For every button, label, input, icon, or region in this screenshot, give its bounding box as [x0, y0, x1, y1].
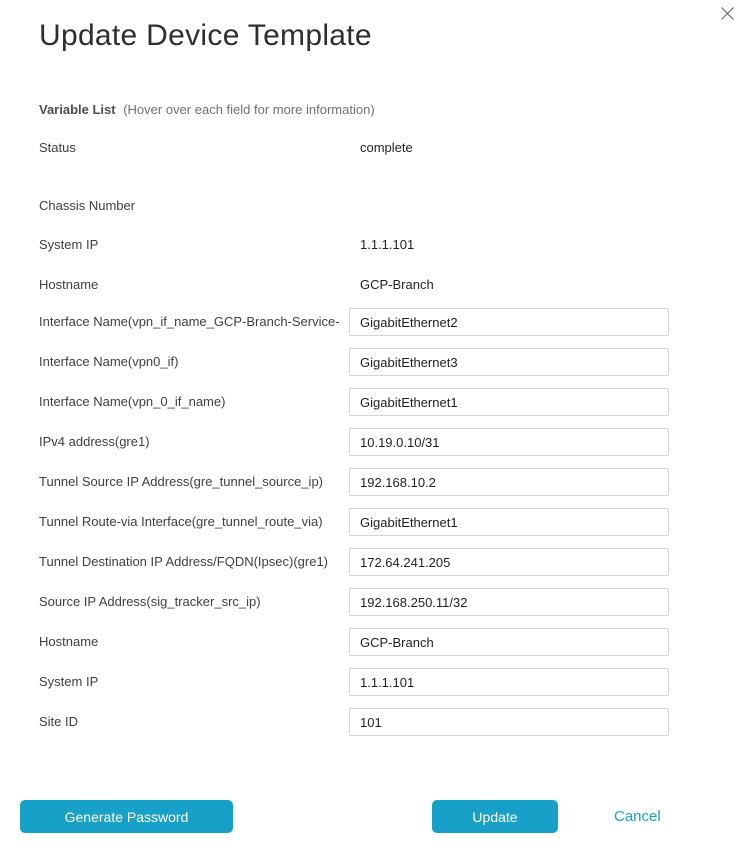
input-field-row: [39, 668, 752, 696]
field-input[interactable]: [349, 388, 669, 416]
input-field-row: [39, 508, 752, 536]
field-input[interactable]: [349, 468, 669, 496]
field-value: GCP-Branch: [360, 277, 434, 292]
input-field-row: [39, 428, 752, 456]
field-input[interactable]: [349, 708, 669, 736]
cancel-link[interactable]: Cancel: [614, 808, 661, 825]
field-label: Chassis Number: [39, 198, 136, 213]
field-label: Hostname: [39, 634, 99, 649]
field-input[interactable]: [349, 508, 669, 536]
field-label: IPv4 address(gre1): [39, 434, 150, 449]
field-input[interactable]: [349, 308, 669, 336]
dialog-title: Update Device Template: [39, 19, 372, 52]
input-field-row: [39, 388, 752, 416]
field-label: Hostname: [39, 277, 99, 292]
input-field-row: [39, 548, 752, 576]
field-input[interactable]: [349, 588, 669, 616]
field-input[interactable]: [349, 628, 669, 656]
input-field-row: [39, 468, 752, 496]
static-field-row: [39, 277, 752, 293]
field-label: System IP: [39, 237, 99, 252]
field-label: Interface Name(vpn_if_name_GCP-Branch-Service-: [39, 314, 340, 329]
field-label: Tunnel Route-via Interface(gre_tunnel_route_via): [39, 514, 323, 529]
field-label: System IP: [39, 674, 99, 689]
static-field-row: [39, 140, 752, 156]
field-input[interactable]: [349, 548, 669, 576]
variable-list-hint: (Hover over each field for more information): [123, 102, 375, 117]
dialog-footer: [0, 800, 752, 833]
variable-list-header: [39, 102, 375, 117]
field-label: Interface Name(vpn_0_if_name): [39, 394, 226, 409]
input-field-row: [39, 308, 752, 336]
field-value: complete: [360, 140, 413, 155]
field-value: 1.1.1.101: [360, 237, 415, 252]
static-field-row: [39, 198, 752, 214]
input-field-row: [39, 628, 752, 656]
input-field-row: [39, 708, 752, 736]
input-field-row: [39, 348, 752, 376]
field-label: Status: [39, 140, 76, 155]
generate-password-button[interactable]: Generate Password: [20, 800, 233, 833]
variable-rows: [0, 133, 752, 748]
close-icon: [720, 6, 735, 26]
field-label: Site ID: [39, 714, 79, 729]
field-label: Tunnel Source IP Address(gre_tunnel_source_ip): [39, 474, 324, 489]
field-input[interactable]: [349, 428, 669, 456]
field-label: Tunnel Destination IP Address/FQDN(Ipsec)(gre1): [39, 554, 329, 569]
static-field-row: [39, 237, 752, 253]
close-button[interactable]: [716, 5, 738, 27]
field-input[interactable]: [349, 348, 669, 376]
field-input[interactable]: [349, 668, 669, 696]
update-button[interactable]: Update: [432, 800, 558, 833]
field-label: Source IP Address(sig_tracker_src_ip): [39, 594, 261, 609]
field-label: Interface Name(vpn0_if): [39, 354, 179, 369]
input-field-row: [39, 588, 752, 616]
variable-list-heading: Variable List: [39, 102, 116, 117]
